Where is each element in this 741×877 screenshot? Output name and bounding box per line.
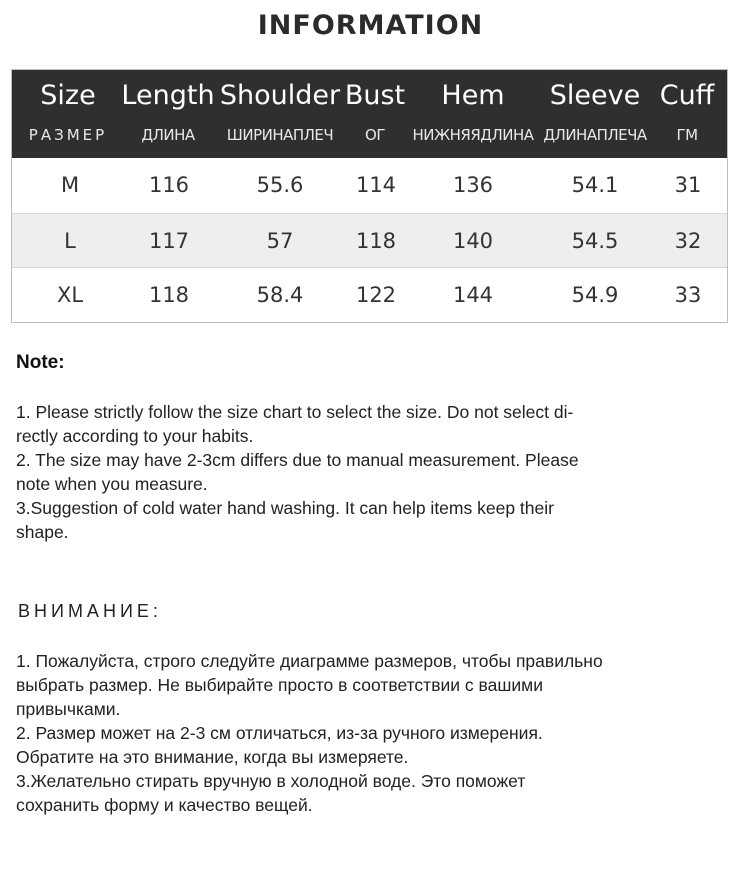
cell-hem: 144 (452, 283, 494, 307)
header-label-en: Bust (344, 80, 406, 111)
note-line: выбрать размер. Не выбирайте просто в соответствии с вашими (16, 675, 543, 695)
note-line: note when you measure. (16, 474, 208, 494)
header-label-en: Size (40, 80, 96, 111)
cell-length: 116 (148, 173, 190, 197)
cell-bust: 122 (355, 283, 397, 307)
header-label-en: Shoulder (219, 80, 341, 111)
note-line: rectly according to your habits. (16, 426, 254, 446)
cell-length: 117 (148, 229, 190, 253)
cell-sleeve: 54.1 (571, 173, 619, 197)
english-notes (16, 400, 728, 544)
table-header (12, 70, 727, 158)
note-line: 3.Suggestion of cold water hand washing. It can help items keep their (16, 498, 554, 518)
header-label-ru: ОГ (365, 126, 385, 144)
header-label-ru: ШИРИНАПЛЕЧ (226, 126, 334, 144)
note-line: сохранить форму и качество вещей. (16, 795, 313, 815)
note-line: привычками. (16, 699, 121, 719)
cell-bust: 114 (355, 173, 397, 197)
table-row (12, 268, 727, 322)
russian-note-heading: ВНИМАНИЕ: (18, 601, 162, 621)
page-title: INFORMATION (257, 10, 484, 41)
header-label-ru: ГМ (676, 126, 698, 144)
cell-shoulder: 58.4 (256, 283, 304, 307)
cell-size: M (60, 173, 80, 197)
note-line: Обратите на это внимание, когда вы измеряете. (16, 747, 409, 767)
cell-hem: 140 (452, 229, 494, 253)
cell-hem: 136 (452, 173, 494, 197)
cell-bust: 118 (355, 229, 397, 253)
header-label-ru: РАЗМЕР (28, 126, 108, 144)
header-label-en: Sleeve (549, 80, 641, 111)
header-label-ru: ДЛИНАПЛЕЧА (543, 126, 647, 144)
cell-size: L (64, 229, 76, 253)
size-chart-table (11, 69, 728, 323)
cell-cuff: 31 (674, 173, 702, 197)
header-label-en: Cuff (659, 80, 715, 111)
header-label-ru: НИЖНЯЯДЛИНА (412, 126, 534, 144)
cell-sleeve: 54.9 (571, 283, 619, 307)
note-line: 1. Please strictly follow the size chart to select the size. Do not select di- (16, 402, 574, 422)
cell-size: XL (56, 283, 84, 307)
cell-shoulder: 55.6 (256, 173, 304, 197)
note-line: shape. (16, 522, 69, 542)
russian-notes (16, 649, 728, 817)
cell-cuff: 33 (674, 283, 702, 307)
note-heading: Note: (16, 352, 65, 373)
cell-cuff: 32 (674, 229, 702, 253)
table-row (12, 213, 727, 268)
note-line: 2. Размер может на 2-3 см отличаться, из-за ручного измерения. (16, 723, 543, 743)
table-row (12, 158, 727, 213)
header-label-en: Hem (441, 80, 505, 111)
cell-shoulder: 57 (266, 229, 294, 253)
note-line: 3.Желательно стирать вручную в холодной воде. Это поможет (16, 771, 526, 791)
header-label-en: Length (121, 80, 215, 111)
cell-sleeve: 54.5 (571, 229, 619, 253)
note-line: 2. The size may have 2-3cm differs due to manual measurement. Please (16, 450, 579, 470)
note-line: 1. Пожалуйста, строго следуйте диаграмме размеров, чтобы правильно (16, 651, 603, 671)
header-label-ru: ДЛИНА (141, 126, 195, 144)
cell-length: 118 (148, 283, 190, 307)
